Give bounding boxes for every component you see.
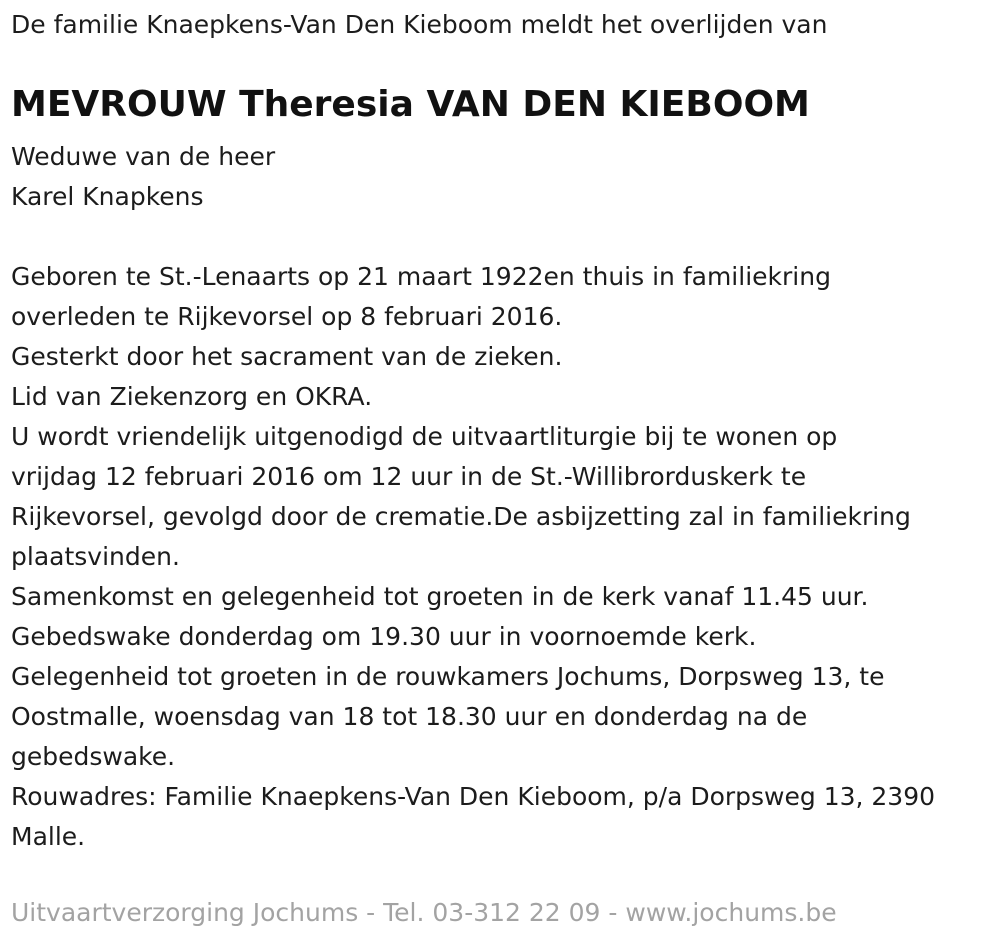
relation-line: Weduwe van de heer [11, 142, 276, 171]
body-line: Rouwadres: Familie Knaepkens-Van Den Kieboom, p/a Dorpsweg 13, 2390 [11, 782, 936, 811]
body-line: vrijdag 12 februari 2016 om 12 uur in de St.-Willibrorduskerk te [11, 462, 807, 491]
notice-body [11, 257, 935, 857]
body-line: overleden te Rijkevorsel op 8 februari 2016. [11, 302, 563, 331]
body-line: Rijkevorsel, gevolgd door de crematie.De asbijzetting zal in familiekring [11, 502, 911, 531]
body-line: Geboren te St.-Lenaarts op 21 maart 1922en thuis in familiekring [11, 262, 831, 291]
relation-line: Karel Knapkens [11, 182, 204, 211]
body-line: Gebedswake donderdag om 19.30 uur in voornoemde kerk. [11, 622, 757, 651]
body-line: Samenkomst en gelegenheid tot groeten in de kerk vanaf 11.45 uur. [11, 582, 869, 611]
body-line: plaatsvinden. [11, 542, 180, 571]
body-line: U wordt vriendelijk uitgenodigd de uitvaartliturgie bij te wonen op [11, 422, 838, 451]
body-line: Oostmalle, woensdag van 18 tot 18.30 uur en donderdag na de [11, 702, 808, 731]
body-line: Gelegenheid tot groeten in de rouwkamers Jochums, Dorpsweg 13, te [11, 662, 885, 691]
relation-block [11, 137, 275, 217]
intro-text: De familie Knaepkens-Van Den Kieboom meldt het overlijden van [11, 10, 828, 39]
body-line: Malle. [11, 822, 86, 851]
body-line: gebedswake. [11, 742, 176, 771]
deceased-name: MEVROUW Theresia VAN DEN KIEBOOM [11, 84, 810, 125]
body-line: Gesterkt door het sacrament van de zieken. [11, 342, 563, 371]
funeral-home-footer: Uitvaartverzorging Jochums - Tel. 03-312 22 09 - www.jochums.be [11, 898, 837, 927]
body-line: Lid van Ziekenzorg en OKRA. [11, 382, 373, 411]
